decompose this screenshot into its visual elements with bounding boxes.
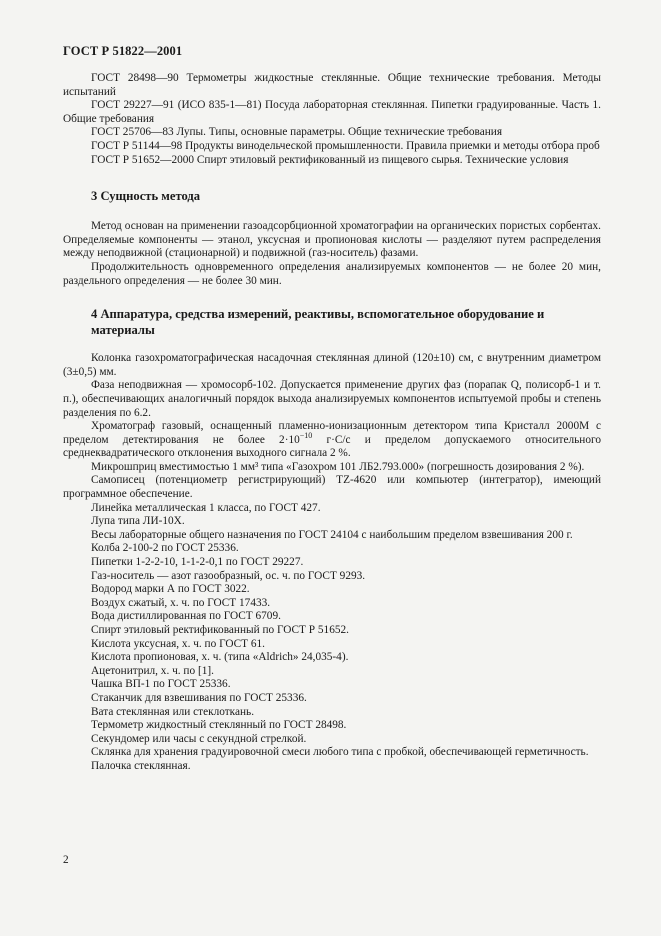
reference-item: ГОСТ 25706—83 Лупы. Типы, основные параметры. Общие технические требования: [91, 126, 503, 139]
list-item: Вата стеклянная или стеклоткань.: [91, 705, 255, 718]
list-item: Чашка ВП-1 по ГОСТ 25336.: [91, 678, 231, 691]
section-heading: 3 Сущность метода: [91, 189, 201, 204]
document-header: ГОСТ Р 51822—2001: [63, 44, 183, 58]
list-item: Кислота пропионовая, х. ч. (типа «Aldrich» 24,035-4).: [91, 651, 349, 664]
list-item: Колба 2-100-2 по ГОСТ 25336.: [91, 542, 239, 555]
section-heading: 4 Аппаратура, средства измерений, реактивы, вспомогательное оборудование и материалы: [91, 307, 545, 338]
list-item: Весы лабораторные общего назначения по ГОСТ 24104 с наибольшим пределом взвешивания 200 г.: [91, 528, 573, 541]
page-number: 2: [63, 854, 69, 866]
paragraph: Колонка газохроматографическая насадочная стеклянная длиной (120±10) см, с внутренним диаметром (3±0,5) мм.: [63, 352, 601, 378]
list-item: Термометр жидкостный стеклянный по ГОСТ 28498.: [91, 719, 347, 732]
list-item: Ацетонитрил, х. ч. по [1].: [91, 664, 214, 677]
paragraph: Микрошприц вместимостью 1 мм³ типа «Газохром 101 ЛБ2.793.000» (погрешность дозирования 2 %).: [91, 460, 585, 473]
list-item: Лупа типа ЛИ-10Х.: [91, 515, 185, 528]
reference-item: ГОСТ Р 51144—98 Продукты винодельческой промышленности. Правила приемки и методы отбора проб: [91, 139, 600, 152]
list-item: Спирт этиловый ректификованный по ГОСТ Р 51652.: [91, 624, 349, 636]
list-item: Вода дистиллированная по ГОСТ 6709.: [91, 610, 281, 623]
page-content: [63, 72, 601, 774]
list-item: Линейка металлическая 1 класса, по ГОСТ 427.: [91, 501, 321, 514]
reference-item: ГОСТ 28498—90 Термометры жидкостные стеклянные. Общие технические требования. Методы испытаний: [63, 72, 601, 98]
paragraph: Метод основан на применении газоадсорбционной хроматографии на органических пористых сорбентах. Определяемые компоненты — этанол, уксусная и пропионовая кислоты — разделяют путем распределения между неподвижной (стационарной) и подвижной (газ-носитель) фазами.: [63, 220, 601, 260]
chromatograph-text-before: Хроматограф газовый, оснащенный пламенно-ионизационным детектором типа Кристалл 2000М с пределом детектирования не более 2·10: [63, 420, 601, 446]
reference-item: ГОСТ Р 51652—2000 Спирт этиловый ректификованный из пищевого сырья. Технические условия: [91, 153, 569, 166]
list-item: Кислота уксусная, х. ч. по ГОСТ 61.: [91, 637, 266, 650]
list-item: Склянка для хранения градуировочной смеси любого типа с пробкой, обеспечивающей герметичность.: [91, 746, 589, 759]
chromatograph-text-after: г·С/с и пределом допускаемого относительного среднеквадратического отклонения выходного сигнала 2 %.: [63, 433, 601, 460]
list-item: Стаканчик для взвешивания по ГОСТ 25336.: [91, 691, 307, 704]
reference-item: ГОСТ 29227—91 (ИСО 835-1—81) Посуда лабораторная стеклянная. Пипетки градуированные. Часть 1. Общие требования: [63, 99, 601, 125]
list-item: Секундомер или часы с секундной стрелкой.: [91, 732, 307, 745]
chromatograph-exponent: −10: [299, 430, 313, 440]
list-item: Воздух сжатый, х. ч. по ГОСТ 17433.: [91, 596, 271, 609]
paragraph: Продолжительность одновременного определения анализируемых компонентов — не более 20 мин, раздельного определения — не более 30 мин.: [63, 260, 601, 287]
list-item: Водород марки А по ГОСТ 3022.: [91, 583, 250, 596]
list-item: Газ-носитель — азот газообразный, ос. ч. по ГОСТ 9293.: [91, 569, 366, 582]
list-item: Пипетки 1-2-2-10, 1-1-2-0,1 по ГОСТ 29227.: [91, 556, 304, 569]
paragraph: Самописец (потенциометр регистрирующий) TZ-4620 или компьютер (интегратор), имеющий программное обеспечение.: [63, 474, 601, 501]
chromatograph-paragraph: [63, 420, 601, 461]
paragraph: Фаза неподвижная — хромосорб-102. Допускается применение других фаз (порапак Q, полисорб-1 и т. п.), обеспечивающих аналогичный порядок выхода анализируемых компонентов испытуемой пробы и степень разделения по 6.2.: [63, 379, 601, 419]
list-item: Палочка стеклянная.: [91, 759, 191, 772]
